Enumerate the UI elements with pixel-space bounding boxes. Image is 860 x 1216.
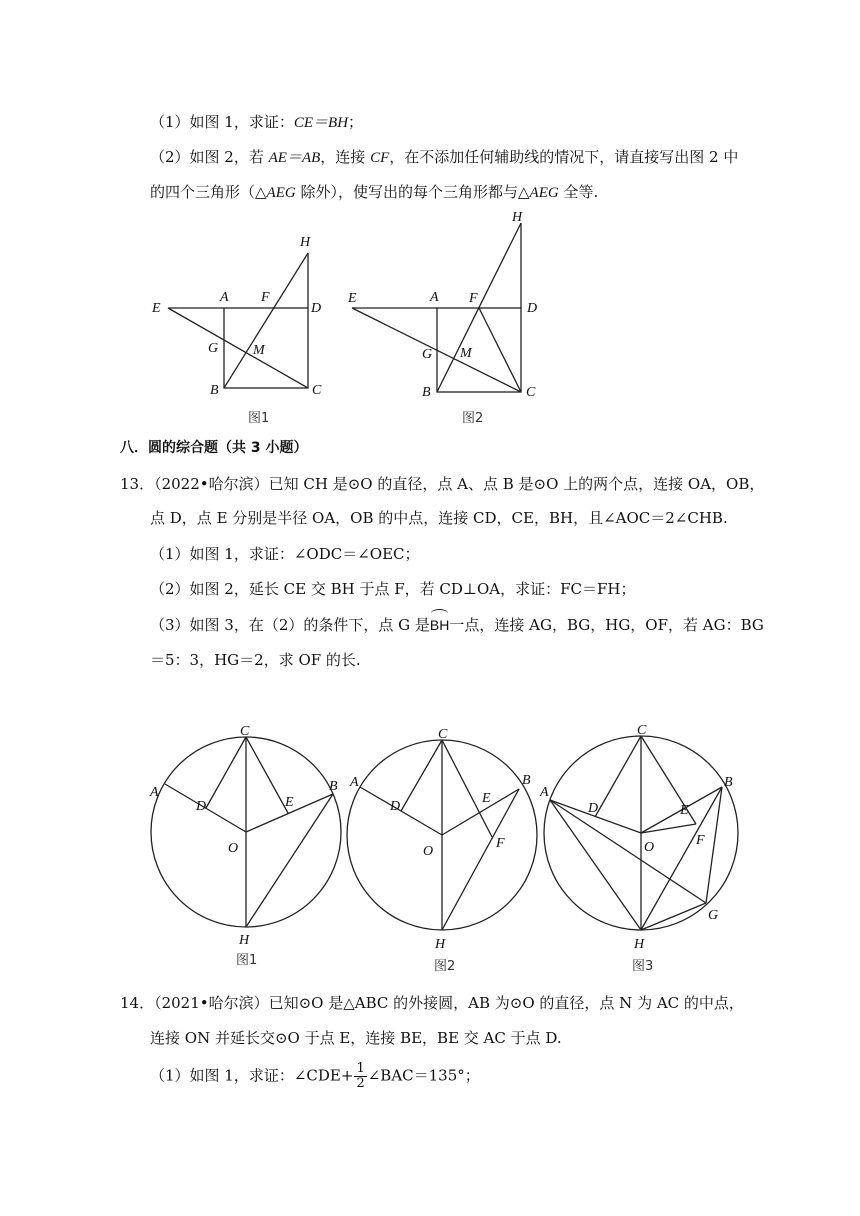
segment-ah bbox=[550, 800, 641, 930]
label-c: C bbox=[438, 727, 448, 742]
q14-line1: 14．（2021•哈尔滨）已知⊙O 是△ABC 的外接圆，AB 为⊙O 的直径，点 N 为 AC 的中点， bbox=[120, 994, 744, 1012]
label-b: B bbox=[522, 773, 531, 788]
q13-part3: （3）如图 3，在（2）的条件下，点 G 是BH一点，连接 AG，BG，HG，OF，若 AG：BG bbox=[150, 616, 764, 634]
label-c: C bbox=[526, 385, 536, 400]
label-a: A bbox=[540, 785, 549, 800]
label-b: B bbox=[724, 775, 733, 790]
label-o: O bbox=[423, 844, 434, 859]
q13-part1: （1）如图 1，求证：∠ODC＝∠OEC； bbox=[150, 545, 420, 563]
segment-cd bbox=[595, 736, 641, 817]
label-a: A bbox=[350, 775, 359, 790]
label-e: E bbox=[482, 791, 491, 806]
fraction-one-half: $\frac{1}{2}$ bbox=[356, 1061, 365, 1091]
segment-bg bbox=[706, 787, 722, 903]
q13-figure-2 bbox=[338, 722, 548, 980]
q13-part3-cont: ＝5：3，HG＝2，求 OF 的长. bbox=[150, 651, 361, 669]
label-b: B bbox=[210, 383, 219, 398]
label-a: A bbox=[220, 290, 229, 305]
figure-caption: 图1 bbox=[248, 411, 270, 426]
label-c: C bbox=[312, 383, 322, 398]
label-d: D bbox=[390, 799, 401, 814]
label-o: O bbox=[228, 841, 239, 856]
segment-ce bbox=[246, 737, 288, 813]
label-e: E bbox=[680, 803, 689, 818]
arc-bh: BH bbox=[429, 617, 450, 633]
segment-fc bbox=[479, 308, 521, 392]
label-h: H bbox=[239, 933, 250, 948]
label-e: E bbox=[348, 291, 357, 306]
q12-figure-2 bbox=[340, 205, 560, 430]
figure-caption: 图2 bbox=[462, 411, 484, 426]
q12-figure-1 bbox=[140, 228, 340, 428]
label-f: F bbox=[696, 833, 705, 848]
label-g: G bbox=[422, 347, 433, 362]
label-h: H bbox=[512, 210, 523, 225]
label-d: D bbox=[196, 799, 207, 814]
label-c: C bbox=[240, 724, 250, 739]
q13-line2: 点 D，点 E 分别是半径 OA，OB 的中点，连接 CD，CE，BH，且∠AOC＝2∠CHB. bbox=[150, 509, 728, 527]
segment-bh bbox=[224, 253, 308, 388]
label-a: A bbox=[430, 290, 439, 305]
q13-figure-3 bbox=[530, 716, 750, 978]
segment-cd bbox=[401, 740, 442, 811]
q13-line1: 13．（2022•哈尔滨）已知 CH 是⊙O 的直径，点 A、点 B 是⊙O 上的两个点，连接 OA，OB， bbox=[120, 475, 765, 493]
label-e: E bbox=[285, 795, 294, 810]
label-h: H bbox=[300, 235, 311, 250]
label-g: G bbox=[208, 341, 219, 356]
label-m: M bbox=[460, 346, 472, 361]
label-h: H bbox=[435, 937, 446, 952]
label-d: D bbox=[588, 801, 599, 816]
label-d: D bbox=[311, 301, 322, 316]
q13-figure-1 bbox=[140, 718, 350, 973]
q12-part2-cont: 的四个三角形（△AEG 除外），使写出的每个三角形都与△AEG 全等. bbox=[150, 183, 599, 201]
label-d: D bbox=[527, 301, 538, 316]
segment-bh bbox=[442, 789, 519, 930]
segment-ec bbox=[168, 308, 308, 388]
q12-part2: （2）如图 2，若 AE＝AB，连接 CF，在不添加任何辅助线的情况下，请直接写出图 2 中 bbox=[150, 148, 739, 166]
label-e: E bbox=[152, 301, 161, 316]
q14-part1: （1）如图 1，求证：∠CDE+ $\frac{1}{2}$ ∠BAC＝135°； bbox=[150, 1061, 480, 1091]
label-c: C bbox=[637, 723, 647, 738]
square-abcd bbox=[437, 308, 521, 392]
q14-line2: 连接 ON 并延长交⊙O 于点 E，连接 BE，BE 交 AC 于点 D. bbox=[150, 1029, 562, 1047]
label-f: F bbox=[496, 836, 505, 851]
q12-part1: （1）如图 1，求证：CE＝BH； bbox=[150, 113, 364, 131]
label-o: O bbox=[644, 840, 655, 855]
label-b: B bbox=[422, 385, 431, 400]
section-title: 八．圆的综合题（共 3 小题） bbox=[120, 440, 308, 456]
label-h: H bbox=[634, 937, 645, 952]
label-g: G bbox=[708, 908, 719, 923]
segment-bh bbox=[246, 794, 333, 927]
figure-caption: 图2 bbox=[434, 959, 456, 974]
radius-ob bbox=[442, 789, 519, 835]
figure-caption: 图3 bbox=[632, 959, 654, 974]
label-b: B bbox=[329, 779, 338, 794]
segment-hg bbox=[641, 903, 706, 930]
label-f: F bbox=[469, 291, 478, 306]
segment-cd bbox=[206, 737, 246, 808]
figure-caption: 图1 bbox=[236, 953, 258, 968]
label-f: F bbox=[261, 290, 270, 305]
label-m: M bbox=[253, 343, 265, 358]
segment-cf bbox=[442, 740, 492, 837]
label-a: A bbox=[150, 785, 159, 800]
q13-part2: （2）如图 2，延长 CE 交 BH 于点 F，若 CD⊥OA，求证：FC＝FH； bbox=[150, 580, 636, 598]
